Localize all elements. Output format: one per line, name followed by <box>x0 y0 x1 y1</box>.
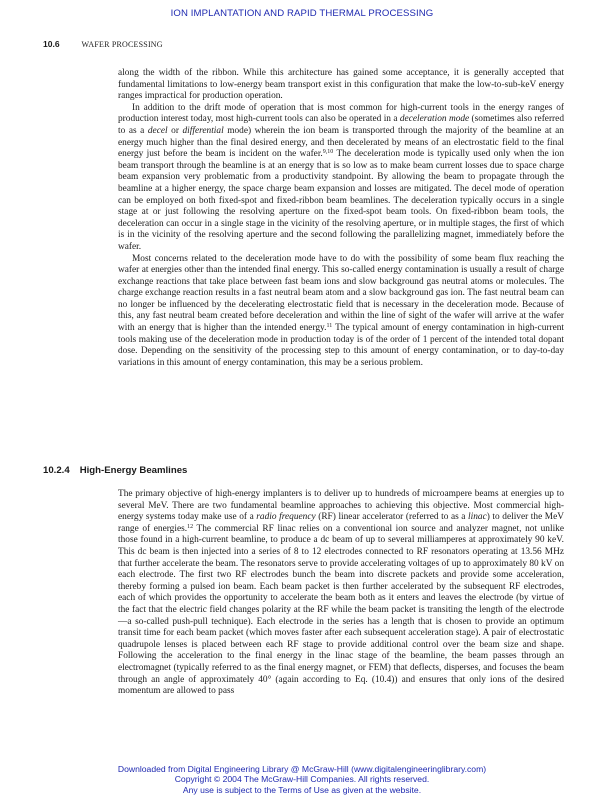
text-run: The deceleration mode is typically used only when the ion beam transport through the beamline is at an energy that is so low as to make beam current losses due to space charge beam expansion very problematic from a productivity standpoint. By allowing the beam to propagate through the beamline at a higher energy, the space charge beam expansion and losses are mitigated. The decel mode of operation can be employed on both fixed-spot and fixed-ribbon beam beamlines. The deceleration typically occurs in a single stage at or just following the resolving aperture on the fixed-spot beam tools. On fixed-ribbon beam tools, the deceleration can occur in a single stage in the vicinity of the resolving aperture, or in multiple stages, the first of which is in the vicinity of the resolving aperture and the second following the parallelizing magnet, immediately before the wafer. <box>118 149 564 252</box>
text-run: or <box>167 125 183 136</box>
citation-superscript: 11 <box>326 323 333 330</box>
emphasis-decel: decel <box>147 125 168 136</box>
paragraph-high-energy-implanters <box>118 489 564 698</box>
running-section-title: WAFER PROCESSING <box>81 40 163 49</box>
chapter-banner: ION IMPLANTATION AND RAPID THERMAL PROCESSING <box>170 8 434 19</box>
emphasis-differential: differential <box>182 125 224 136</box>
page-number: 10.6 <box>43 39 60 49</box>
citation-superscript: 9,10 <box>322 149 334 156</box>
text-run: The primary objective of high-energy implanters is to deliver up to hundreds of microampere beams at energies up to several MeV. There are two fundamental beamline approaches to achieving this objective. Most commercial high-energy systems today make use of a <box>118 489 564 523</box>
footer-line-terms: Any use is subject to the Terms of Use as given at the website. <box>182 784 422 795</box>
text-run: The commercial RF linac relies on a conventional ion source and analyzer magnet, not unlike those found in a high-current beamline, to produce a dc beam of up to several milliamperes at approximately 90 keV. This dc beam is then injected into a series of 8 to 12 electrodes connected to RF resonators operating at 13.56 MHz that further accelerate the beam. The resonators serve to provide accelerating voltages of up to approximately 80 kV on each electrode. The first two RF electrodes bunch the beam into discrete packets and provide some acceleration, thereby forming a pulsed ion beam. Each beam packet is then further accelerated by the subsequent RF electrodes, each of which provides the opportunity to accelerate the beam both as it enters and leaves the electrode (by virtue of the fact that the electric field changes polarity at the RF while the beam packet is transiting the length of the electrode—a so-called push-pull technique). Each electrode in the series has a length that is chosen to provide an optimum transit time for each beam packet (which moves faster after each subsequent acceleration stage). A pair of electrostatic quadrupole lenses is placed between each RF stage to provide additional control over the beam size and shape. Following the acceleration to the final energy in the linac stage of the beamline, the beam passes through an electromagnet (typically referred to as the final energy magnet, or FEM) that deflects, disperses, and focuses the beam through an angle of approximately 40° (again according to Eq. (10.4)) and ensures that only ions of the desired momentum are allowed to pass <box>118 523 564 697</box>
text-run: (sometimes also referred to as a <box>118 114 564 136</box>
emphasis-linac: linac <box>468 512 487 523</box>
text-run: (RF) linear accelerator (referred to as a <box>315 512 469 523</box>
section-heading <box>43 465 187 476</box>
body-text-lower <box>118 489 564 698</box>
paragraph-deceleration-mode <box>118 103 564 254</box>
citation-superscript: 12 <box>187 523 194 530</box>
download-footer <box>0 764 604 795</box>
footer-line-copyright: Copyright © 2004 The McGraw-Hill Companies. All rights reserved. <box>174 774 430 785</box>
text-run: In addition to the drift mode of operation that is most common for high-current tools in the energy ranges of production interest today, most high-current tools can also be operated in a <box>118 102 564 125</box>
section-heading-title: High-Energy Beamlines <box>79 465 188 476</box>
body-text-upper <box>118 68 564 369</box>
section-heading-number: 10.2.4 <box>43 465 70 476</box>
text-run: mode) wherein the ion beam is transported through the majority of the beamline at an energy much higher than the final desired energy, and then decelerated by means of an electrostatic field to the final energy just before the beam is incident on the wafer. <box>118 125 564 160</box>
running-head <box>43 39 163 49</box>
text-run: Most concerns related to the deceleration mode have to do with the possibility of some beam flux reaching the wafer at energies other than the intended final energy. This so-called energy contamination is usually a result of charge exchange reactions that take place between fast beam ions and slow background gas neutral atoms or molecules. The charge exchange reaction results in a fast neutral beam atom and a slow background gas ion. The fast neutral beam can no longer be influenced by the decelerating electrostatic field that is necessary in the deceleration mode. Because of this, any fast neutral beam created before deceleration and within the line of sight of the wafer will arrive at the wafer with an energy that is higher than the intended energy. <box>118 253 564 334</box>
paragraph-energy-contamination <box>118 254 564 370</box>
emphasis-radio-frequency: radio frequency <box>256 512 316 523</box>
emphasis-deceleration-mode: deceleration mode <box>399 114 470 125</box>
text-run: ) to deliver the MeV range of energies. <box>118 512 564 534</box>
text-run: The typical amount of energy contamination in high-current tools making use of the deceleration mode in production today is of the order of 1 percent of the intended total dopant dose. Depending on the sensitivity of the processing step to this amount of energy contamination, or to day-to-day variations in this amount of energy contamination, this may be a serious problem. <box>118 323 565 368</box>
paragraph-ribbon-continuation: along the width of the ribbon. While this architecture has gained some acceptance, it is generally accepted that fundamental limitations to low-energy beam transport exist in this configuration that make the low-to-sub-keV energy ranges impractical for production operation. <box>118 68 564 102</box>
footer-line-download[interactable]: Downloaded from Digital Engineering Library @ McGraw-Hill (www.digitalengineeringlibrary.com) <box>117 764 487 774</box>
